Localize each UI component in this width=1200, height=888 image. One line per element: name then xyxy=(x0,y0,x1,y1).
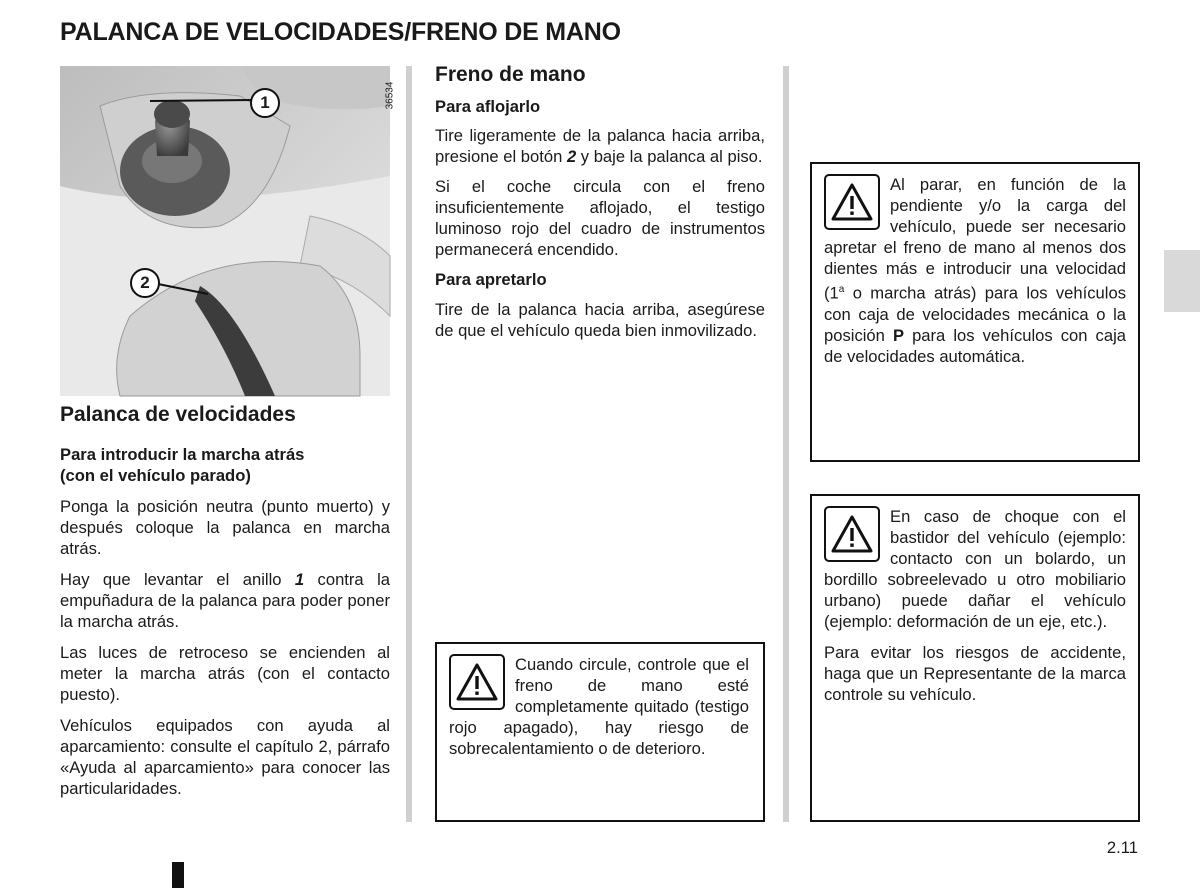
warning-triangle-icon xyxy=(824,506,880,562)
illustration-ref-number: 36534 xyxy=(384,81,396,110)
warning-parking-before: Al parar, en función de la pendiente y/o la carga del vehículo, puede ser necesario apretar el freno de mano al menos dos dientes más e introducir una velocidad (1 xyxy=(824,175,1126,303)
position-p: P xyxy=(892,325,905,345)
page-number: 2.11 xyxy=(1106,838,1138,857)
paragraph-apply: Tire de la palanca hacia arriba, asegúrese de que el vehículo queda bien inmovilizado. xyxy=(435,300,765,340)
warning-driving-text: Cuando circule, controle que el freno de mano esté completamente quitado (testigo rojo apagado), hay riesgo de sobrecalentamiento o de deterioro. xyxy=(449,655,749,758)
paragraph-neutral: Ponga la posición neutra (punto muerto) y después coloque la palanca en marcha atrás. xyxy=(60,497,390,558)
gearshift-illustration xyxy=(60,66,396,396)
warning-impact-text-2: Para evitar los riesgos de accidente, haga que un Representante de la marca controle su vehículo. xyxy=(824,643,1126,704)
paragraph-parking-aid: Vehículos equipados con ayuda al aparcamiento: consulte el capítulo 2, párrafo «Ayuda al aparcamiento» para conocer las particularidades. xyxy=(60,716,390,798)
callout-1: 1 xyxy=(250,88,280,118)
paragraph-warning-light: Si el coche circula con el freno insuficientemente aflojado, el testigo luminoso rojo del cuadro de instrumentos permanecerá encendido. xyxy=(435,177,765,259)
gearshift-drawing xyxy=(60,66,390,396)
warning-box-parking xyxy=(810,162,1140,462)
column-separator-left xyxy=(406,66,412,822)
warning-parking-sup: a xyxy=(838,284,845,295)
subheading-reverse-line1: Para introducir la marcha atrás xyxy=(60,445,305,464)
subheading-reverse-line2: (con el vehículo parado) xyxy=(60,466,251,485)
section-tab-marker xyxy=(1164,250,1200,312)
warning-impact-text-1: En caso de choque con el bastidor del vehículo (ejemplo: contacto con un bolardo, un bordillo sobreelevado u otro mobiliario urbano) puede dañar el vehículo (ejemplo: deformación de un eje, etc.). xyxy=(824,507,1126,631)
warning-triangle-icon xyxy=(824,174,880,230)
paragraph-reverse-lights: Las luces de retroceso se encienden al meter la marcha atrás (con el contacto puesto). xyxy=(60,643,390,704)
subheading-apply: Para apretarlo xyxy=(435,270,547,289)
paragraph-release-after: y baje la palanca al piso. xyxy=(576,147,763,166)
paragraph-release-before: Tire ligeramente de la palanca hacia arriba, presione el botón xyxy=(435,126,765,166)
paragraph-release xyxy=(435,125,765,167)
paragraph-ring-before: Hay que levantar el anillo xyxy=(60,570,295,589)
paragraph-ring-after: contra la empuñadura de la palanca para poder poner la marcha atrás. xyxy=(60,570,390,631)
paragraph-ring xyxy=(60,569,390,632)
subheading-reverse xyxy=(60,444,390,486)
subheading-release: Para aflojarlo xyxy=(435,97,541,116)
button-reference: 2 xyxy=(566,147,577,166)
callout-2: 2 xyxy=(130,268,160,298)
middle-column-body xyxy=(435,96,765,341)
warning-box-driving xyxy=(435,642,765,822)
column-separator-right xyxy=(783,66,789,822)
warning-parking-mid: o marcha atrás) para los vehículos con caja de velocidades mecánica o la posición xyxy=(824,283,1126,345)
heading-gearshift: Palanca de velocidades xyxy=(60,403,296,426)
warning-triangle-icon xyxy=(449,654,505,710)
warning-box-impact xyxy=(810,494,1140,822)
heading-handbrake: Freno de mano xyxy=(435,63,586,86)
bottom-marker-bar xyxy=(172,862,184,888)
left-column-body xyxy=(60,444,390,799)
page-title: PALANCA DE VELOCIDADES/FRENO DE MANO xyxy=(60,18,621,46)
warning-parking-after: para los vehículos con caja de velocidades automática. xyxy=(824,325,1126,366)
ring-reference: 1 xyxy=(294,570,305,589)
